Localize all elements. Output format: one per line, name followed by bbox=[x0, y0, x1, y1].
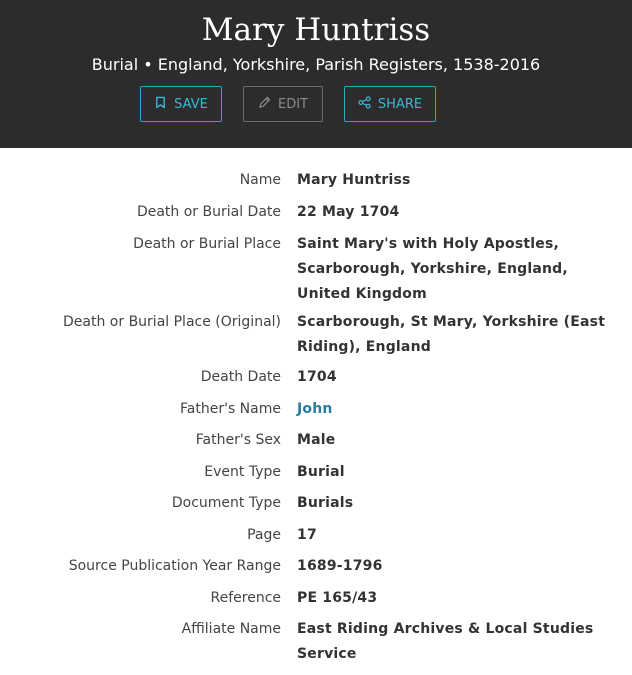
detail-label: Name bbox=[239, 172, 281, 188]
detail-label: Reference bbox=[210, 590, 281, 606]
detail-label: Father's Sex bbox=[195, 432, 281, 448]
pencil-icon bbox=[258, 96, 271, 113]
detail-row-death-place bbox=[0, 232, 632, 307]
edit-button[interactable] bbox=[243, 86, 323, 122]
detail-value: Scarborough, St Mary, Yorkshire (East Riding), England bbox=[297, 314, 606, 355]
detail-value: 17 bbox=[297, 527, 317, 543]
detail-value: 1704 bbox=[297, 369, 337, 385]
detail-value: 22 May 1704 bbox=[297, 204, 400, 220]
edit-button-label: EDIT bbox=[278, 96, 308, 112]
action-bar bbox=[140, 86, 436, 122]
detail-label: Death or Burial Place (Original) bbox=[63, 314, 281, 330]
detail-row-reference bbox=[0, 586, 632, 611]
detail-label: Death Date bbox=[200, 369, 281, 385]
record-details bbox=[0, 168, 632, 667]
detail-label: Document Type bbox=[171, 495, 281, 511]
detail-value: 1689-1796 bbox=[297, 558, 383, 574]
detail-row-death-place-original bbox=[0, 310, 632, 360]
share-button-label: SHARE bbox=[377, 96, 423, 112]
detail-row-death-date bbox=[0, 200, 632, 225]
detail-value: PE 165/43 bbox=[297, 590, 378, 606]
detail-label: Death or Burial Date bbox=[136, 204, 281, 220]
detail-label: Affiliate Name bbox=[181, 621, 281, 637]
share-button[interactable] bbox=[344, 86, 436, 122]
detail-label: Event Type bbox=[204, 464, 281, 480]
save-button-label: SAVE bbox=[174, 96, 208, 112]
detail-row-father-sex bbox=[0, 428, 632, 453]
save-button[interactable] bbox=[140, 86, 222, 122]
detail-label: Source Publication Year Range bbox=[68, 558, 281, 574]
detail-label: Death or Burial Place bbox=[133, 236, 281, 252]
record-header bbox=[0, 0, 632, 148]
detail-row-event-type bbox=[0, 460, 632, 485]
detail-row-affiliate bbox=[0, 617, 632, 667]
detail-value: Male bbox=[297, 432, 336, 448]
detail-label: Father's Name bbox=[180, 401, 281, 417]
detail-value: Mary Huntriss bbox=[297, 172, 411, 188]
detail-row-year-range bbox=[0, 554, 632, 579]
detail-row-page bbox=[0, 523, 632, 548]
detail-row-name bbox=[0, 168, 632, 193]
record-subtitle: Burial • England, Yorkshire, Parish Registers, 1538-2016 bbox=[91, 55, 541, 74]
share-icon bbox=[358, 96, 371, 113]
record-title: Mary Huntriss bbox=[201, 12, 431, 48]
detail-value: East Riding Archives & Local Studies Service bbox=[297, 621, 594, 662]
father-name-link[interactable]: John bbox=[297, 401, 333, 417]
detail-row-father-name bbox=[0, 397, 632, 422]
detail-value: Burials bbox=[297, 495, 354, 511]
detail-value: Saint Mary's with Holy Apostles, Scarborough, Yorkshire, England, United Kingdom bbox=[297, 236, 568, 302]
detail-value: Burial bbox=[297, 464, 345, 480]
detail-row-document-type bbox=[0, 491, 632, 516]
detail-label: Page bbox=[247, 527, 281, 543]
bookmark-icon bbox=[154, 96, 167, 113]
detail-row-death-year bbox=[0, 365, 632, 390]
